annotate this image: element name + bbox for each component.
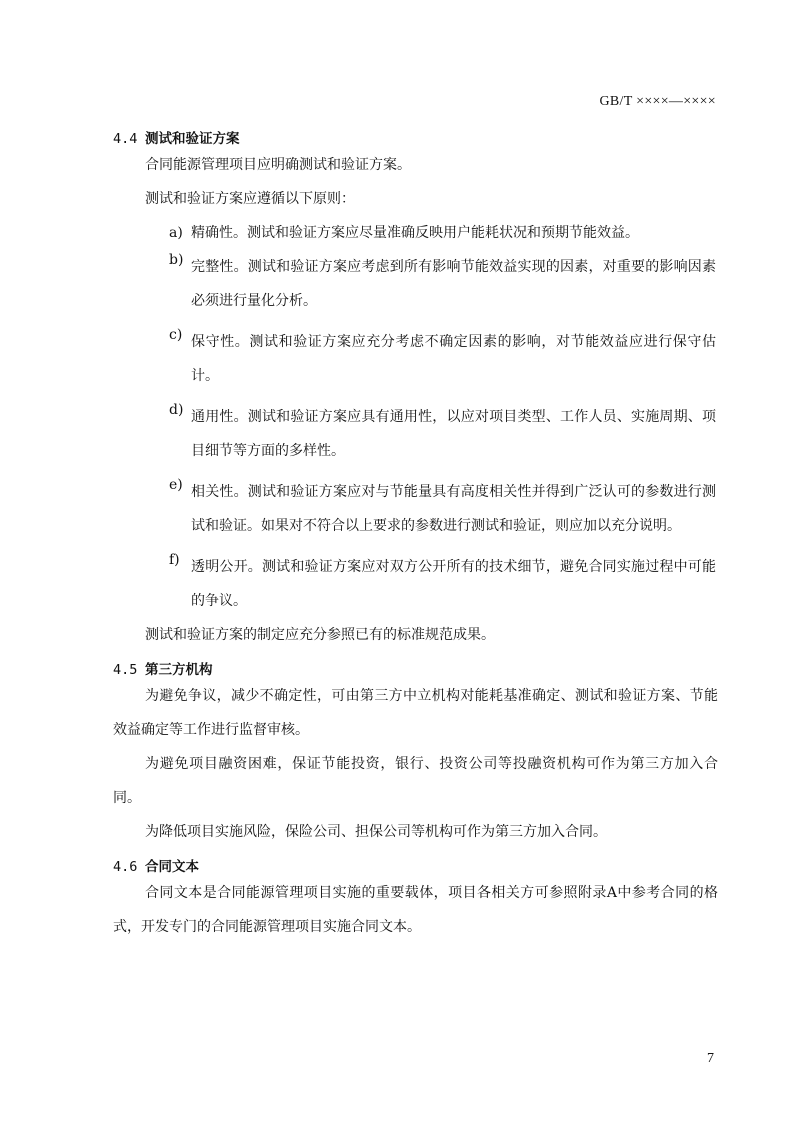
list-marker: b) [169, 252, 184, 268]
list-marker: d) [169, 402, 184, 418]
section-number: 4.6 [113, 859, 138, 875]
list-item-text: 保守性。测试和验证方案应充分考虑不确定因素的影响，对节能效益应进行保守估计。 [191, 334, 716, 384]
paragraph: 合同能源管理项目应明确测试和验证方案。 [145, 157, 411, 173]
list-item-e [113, 475, 718, 543]
section-heading-4-6 [113, 856, 718, 878]
paragraph [113, 679, 718, 747]
paragraph-text: 为避免争议，减少不确定性，可由第三方中立机构对能耗基准确定、测试和验证方案、节能效益确定等工作进行监督审核。 [113, 688, 718, 738]
list-marker: e) [169, 477, 183, 493]
list-item-b [113, 250, 718, 318]
list-marker: c) [169, 327, 183, 343]
section-number: 4.4 [113, 131, 138, 147]
paragraph-text: 合同文本是合同能源管理项目实施的重要载体，项目各相关方可参照附录A中参考合同的格式，开发专门的合同能源管理项目实施合同文本。 [113, 885, 718, 935]
list-item-text: 透明公开。测试和验证方案应对双方公开所有的技术细节，避免合同实施过程中可能的争议。 [191, 559, 716, 609]
paragraph: 测试和验证方案的制定应充分参照已有的标准规范成果。 [145, 627, 495, 643]
paragraph: 为降低项目实施风险，保险公司、担保公司等机构可作为第三方加入合同。 [145, 824, 607, 840]
section-title: 测试和验证方案 [145, 131, 240, 147]
section-title: 第三方机构 [145, 662, 213, 678]
list-item-text: 通用性。测试和验证方案应具有通用性，以应对项目类型、工作人员、实施周期、项目细节等方面的多样性。 [191, 409, 716, 459]
paragraph: 测试和验证方案应遵循以下原则： [145, 191, 355, 207]
list-marker: a) [169, 225, 183, 241]
list-item-text: 精确性。测试和验证方案应尽量准确反映用户能耗状况和预期节能效益。 [191, 225, 639, 241]
list-item-text: 完整性。测试和验证方案应考虑到所有影响节能效益实现的因素，对重要的影响因素必须进行量化分析。 [191, 259, 716, 309]
section-heading-4-4 [113, 128, 718, 150]
section-number: 4.5 [113, 662, 138, 678]
page-number: 7 [707, 1051, 714, 1066]
document-body [113, 128, 718, 951]
list-item-d [113, 400, 718, 468]
list-item-f [113, 550, 718, 618]
list-item-c [113, 325, 718, 393]
standard-code-header: GB/T ××××—×××× [599, 94, 716, 109]
paragraph [113, 876, 718, 944]
paragraph-text: 为避免项目融资困难，保证节能投资，银行、投资公司等投融资机构可作为第三方加入合同。 [113, 756, 718, 806]
paragraph [113, 747, 718, 815]
list-item-text: 相关性。测试和验证方案应对与节能量具有高度相关性并得到广泛认可的参数进行测试和验证。如果对不符合以上要求的参数进行测试和验证，则应加以充分说明。 [191, 484, 716, 534]
list-item-a [113, 223, 718, 243]
section-heading-4-5 [113, 659, 718, 681]
section-title: 合同文本 [145, 859, 199, 875]
list-marker: f) [169, 552, 180, 568]
